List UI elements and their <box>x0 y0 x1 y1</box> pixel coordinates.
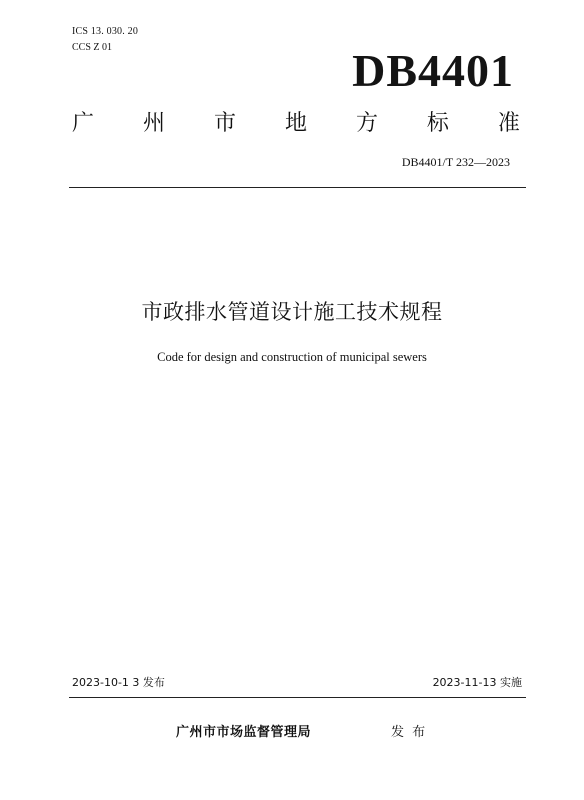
city-standard-char: 标 <box>426 111 449 136</box>
publish-label: 发 布 <box>391 725 428 740</box>
city-standard-heading <box>72 110 520 138</box>
document-title-english: Code for design and construction of municipal sewers <box>157 350 427 364</box>
document-title-chinese: 市政排水管道设计施工技术规程 <box>141 300 443 324</box>
city-standard-char: 方 <box>355 111 378 136</box>
footer-divider <box>69 697 526 698</box>
issue-date: 2023-10-1 3 发布 <box>72 676 165 689</box>
city-standard-char: 州 <box>142 111 165 136</box>
header-divider <box>69 187 526 188</box>
ccs-code: CCS Z 01 <box>72 42 113 53</box>
local-standard-code: DB4401 <box>352 45 514 96</box>
ics-code: ICS 13. 030. 20 <box>72 26 139 37</box>
city-standard-char: 广 <box>72 111 95 136</box>
city-standard-char: 准 <box>497 111 520 136</box>
standard-number: DB4401/T 232—2023 <box>401 155 510 169</box>
implementation-date: 2023-11-13 实施 <box>432 676 522 689</box>
publisher-name: 广州市市场监督管理局 <box>176 725 312 740</box>
city-standard-char: 地 <box>284 111 307 136</box>
city-standard-char: 市 <box>213 111 236 136</box>
